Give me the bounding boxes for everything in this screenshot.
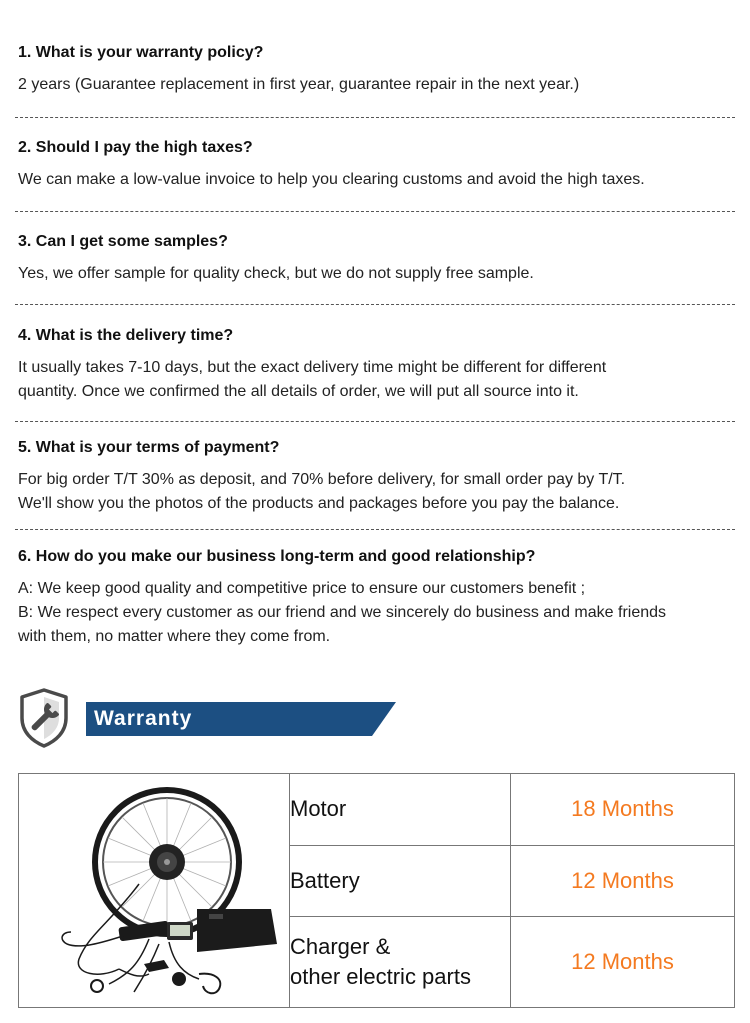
warranty-duration: 12 Months [511, 845, 735, 917]
faq-answer-line: We can make a low-value invoice to help you clearing customs and avoid the high taxes. [18, 171, 645, 188]
warranty-table [18, 773, 735, 1008]
faq-answer-line: 2 years (Guarantee replacement in first year, guarantee repair in the next year.) [18, 76, 580, 93]
faq-question: 5. What is your terms of payment? [18, 439, 280, 456]
part-name [290, 845, 511, 917]
part-name-line: Motor [290, 796, 347, 822]
warranty-duration: 12 Months [511, 917, 735, 1008]
part-name-line: other electric parts [290, 964, 471, 990]
faq-answer [18, 577, 735, 649]
faq-answer [18, 356, 735, 404]
faq-answer-line: B: We respect every customer as our friend and we sincerely do business and make friends [18, 604, 667, 621]
faq-answer-line: We'll show you the photos of the products and packages before you pay the balance. [18, 495, 620, 512]
ebike-kit-image [19, 774, 289, 1002]
faq-item-6 [18, 547, 735, 649]
faq-answer-line: It usually takes 7-10 days, but the exact delivery time might be different for different [18, 359, 607, 376]
faq-item-5 [18, 438, 735, 516]
part-name [290, 917, 511, 1008]
faq-answer [18, 262, 735, 286]
table-row [19, 774, 735, 846]
faq-item-1 [18, 43, 735, 97]
dashed-divider [15, 304, 735, 305]
faq-answer-line: For big order T/T 30% as deposit, and 70% before delivery, for small order pay by T/T. [18, 471, 626, 488]
part-name-line: Charger & [290, 934, 391, 960]
dashed-divider [15, 529, 735, 530]
faq-question: 1. What is your warranty policy? [18, 44, 264, 61]
dashed-divider [15, 421, 735, 422]
warranty-title: Warranty [94, 707, 193, 730]
faq-question: 2. Should I pay the high taxes? [18, 139, 253, 156]
faq-answer [18, 468, 735, 516]
faq-answer [18, 168, 735, 192]
faq-answer-line: with them, no matter where they come from. [18, 628, 331, 645]
faq-item-3 [18, 232, 735, 286]
part-name-line: Battery [290, 867, 360, 893]
warranty-header [18, 688, 398, 748]
product-image-cell [19, 774, 290, 1008]
dashed-divider [15, 117, 735, 118]
faq-question: 6. How do you make our business long-term and good relationship? [18, 548, 536, 565]
shield-wrench-icon [18, 688, 70, 748]
faq-question: 4. What is the delivery time? [18, 327, 234, 344]
faq-answer-line: A: We keep good quality and competitive price to ensure our customers benefit ; [18, 580, 586, 597]
warranty-duration: 18 Months [511, 774, 735, 846]
faq-question: 3. Can I get some samples? [18, 233, 228, 250]
faq-answer-line: quantity. Once we confirmed the all details of order, we will put all source into it. [18, 383, 579, 400]
part-name [290, 774, 511, 846]
dashed-divider [15, 211, 735, 212]
faq-answer [18, 73, 735, 97]
faq-answer-line: Yes, we offer sample for quality check, but we do not supply free sample. [18, 265, 534, 282]
warranty-banner [86, 702, 396, 736]
faq-item-4 [18, 326, 735, 404]
faq-item-2 [18, 138, 735, 192]
